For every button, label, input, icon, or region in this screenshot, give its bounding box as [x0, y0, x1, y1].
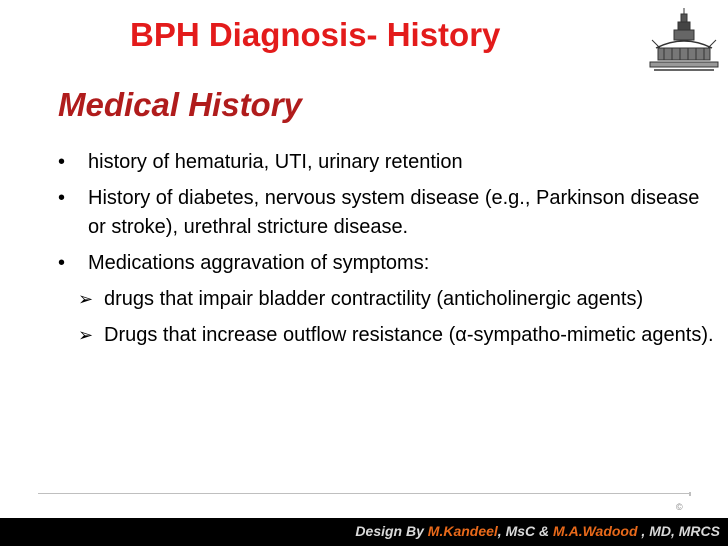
- university-emblem-icon: [644, 4, 724, 74]
- bullet-marker: •: [58, 187, 66, 209]
- sub-bullet-text: drugs that impair bladder contractility (anticholinergic agents): [104, 288, 644, 310]
- author-name: M.A.Wadood: [553, 523, 638, 539]
- footer-divider-cap: [689, 492, 691, 496]
- bullet-item: [58, 249, 718, 278]
- bullet-marker: •: [58, 252, 66, 274]
- bullet-item: [58, 148, 718, 177]
- bullet-list: [58, 148, 718, 357]
- footer-credits: [355, 523, 720, 539]
- sub-bullet-item: [78, 321, 718, 350]
- footer-divider: [38, 493, 690, 494]
- bullet-item: [58, 184, 718, 242]
- design-by-label: Design By: [355, 523, 428, 539]
- bullet-text: Medications aggravation of symptoms:: [88, 252, 430, 274]
- section-heading: Medical History: [58, 86, 302, 123]
- arrow-bullet-icon: ➢: [78, 289, 94, 309]
- author-name: M.Kandeel: [427, 523, 498, 539]
- copyright-symbol: ©: [676, 502, 683, 512]
- author-credentials: , MD, MRCS: [637, 523, 720, 539]
- slide-title: BPH Diagnosis- History: [130, 16, 501, 53]
- bullet-text: History of diabetes, nervous system disease (e.g., Parkinson disease or stroke), urethral stricture disease.: [88, 187, 700, 238]
- bullet-text: history of hematuria, UTI, urinary retention: [88, 151, 463, 173]
- footer-bar: [0, 518, 728, 546]
- arrow-bullet-icon: ➢: [78, 325, 94, 345]
- bullet-marker: •: [58, 151, 66, 173]
- sub-bullet-text: Drugs that increase outflow resistance (α-sympatho-mimetic agents).: [104, 324, 714, 346]
- author-credentials: , MsC &: [497, 523, 554, 539]
- sub-bullet-item: [78, 285, 718, 314]
